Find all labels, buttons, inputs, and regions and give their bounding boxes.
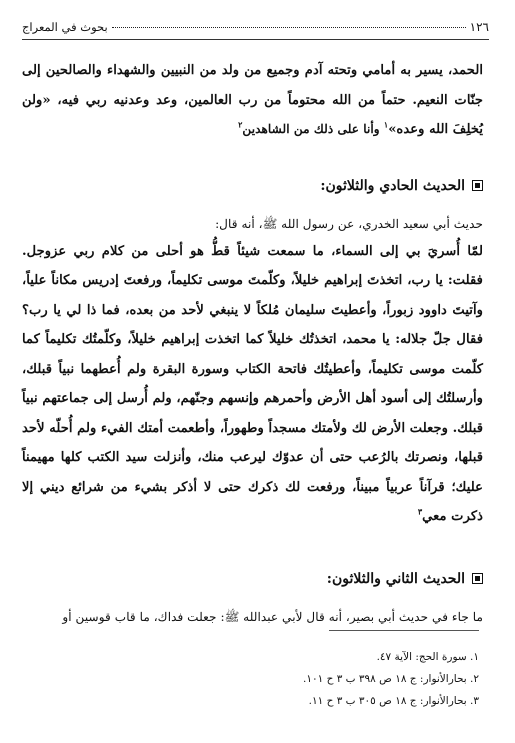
footnote-ref-3: ٣ [417, 506, 423, 517]
page-body [22, 56, 483, 630]
footnote-ref-2: ٢ [238, 119, 243, 130]
section-31-body [22, 237, 483, 532]
square-bullet-icon [472, 573, 483, 584]
section-32-title: الحديث الثاني والثلاثون: [326, 570, 465, 587]
section-31-text: لمّا أُسريَ بي إلى السماء، ما سمعت شيئاً قطُّ هو أحلى من كلام ربي عزوجل. فقلت: يا رب، اتخذتَ إبراهيم خليلاً، وكلّمتَ موسى تكليماً، ورفعتَ إدريس مكاناً علياً، وآتيتَ داوود زبوراً، وأعطيتَ سليمان مُلكاً لا ينبغي لأحد من بعده، فما ذا لي يا رب؟ فقال جلّ جلاله: يا محمد، اتخذتُك خليلاً كما اتخذت إبراهيم خليلاً، وكلّمتُك تكليماً كما كلّمت موسى تكليماً، وأعطيتُك فاتحة الكتاب وسورة البقرة ولم أُعطهما نبياً قبلك، وأرسلتُك إلى أسود أهل الأرض وأحمرهم وإنسهم وجنّهم، ولم أُرسل إلى جماعتهم نبياً قبلك. وجعلت الأرض لك ولأمتك مسجداً وطهوراً، وأطعمت أمتك الفيء ولم أُحلّه لأحد قبلها، ونصرتك بالرُعب حتى أن عدوّك ليرعب منك، وأنزلت سيد الكتب كلها مهيمناً عليك؛ قرآناً عربياً مبيناً، ورفعت لك ذكرك حتى لا أذكر بشيء من شرائع ديني إلا ذكرت معي [22, 243, 483, 524]
section-32-heading [22, 568, 483, 590]
page-number: ١٢٦ [469, 20, 489, 34]
running-title: بحوث في المعراج [22, 20, 108, 34]
square-bullet-icon [472, 180, 483, 191]
dot-leader [112, 19, 466, 28]
running-header [22, 19, 489, 35]
footnotes [22, 646, 479, 712]
footnote-1: ١. سورة الحج: الآية ٤٧. [376, 651, 479, 663]
footnote-ref-1: ١ [383, 119, 389, 130]
intro-text: الحمد، يسير به أمامي وتحته آدم وجميع من ولد من النبيين والشهداء والصالحين إلى جنّات النعيم. حتماً من الله محتوماً من رب العالمين، وعد وعدنيه ربي فيه، «ولن يُخلِفَ الله وعده» [22, 63, 483, 137]
footnote-3: ٣. بحارالأنوار: ج ١٨ ص ٣٠٥ ب ٣ ح ١١. [308, 695, 479, 707]
section-31-title: الحديث الحادي والثلاثون: [320, 177, 465, 194]
header-rule [22, 39, 489, 40]
section-31-intro: حديث أبي سعيد الخدري، عن رسول الله ﷺ، أنه قال: [215, 216, 483, 231]
intro-paragraph [22, 56, 483, 145]
footnote-rule [329, 630, 479, 631]
footnote-2: ٢. بحارالأنوار: ج ١٨ ص ٣٩٨ ب ٣ ح ١٠١. [302, 673, 479, 685]
section-31-heading [22, 175, 483, 197]
intro-tail: وأنا على ذلك من الشاهدين [242, 122, 384, 136]
section-32-intro: ما جاء في حديث أبي بصير، أنه قال لأبي عبدالله ﷺ: جعلت فداك، ما قاب قوسين أو [62, 609, 483, 624]
